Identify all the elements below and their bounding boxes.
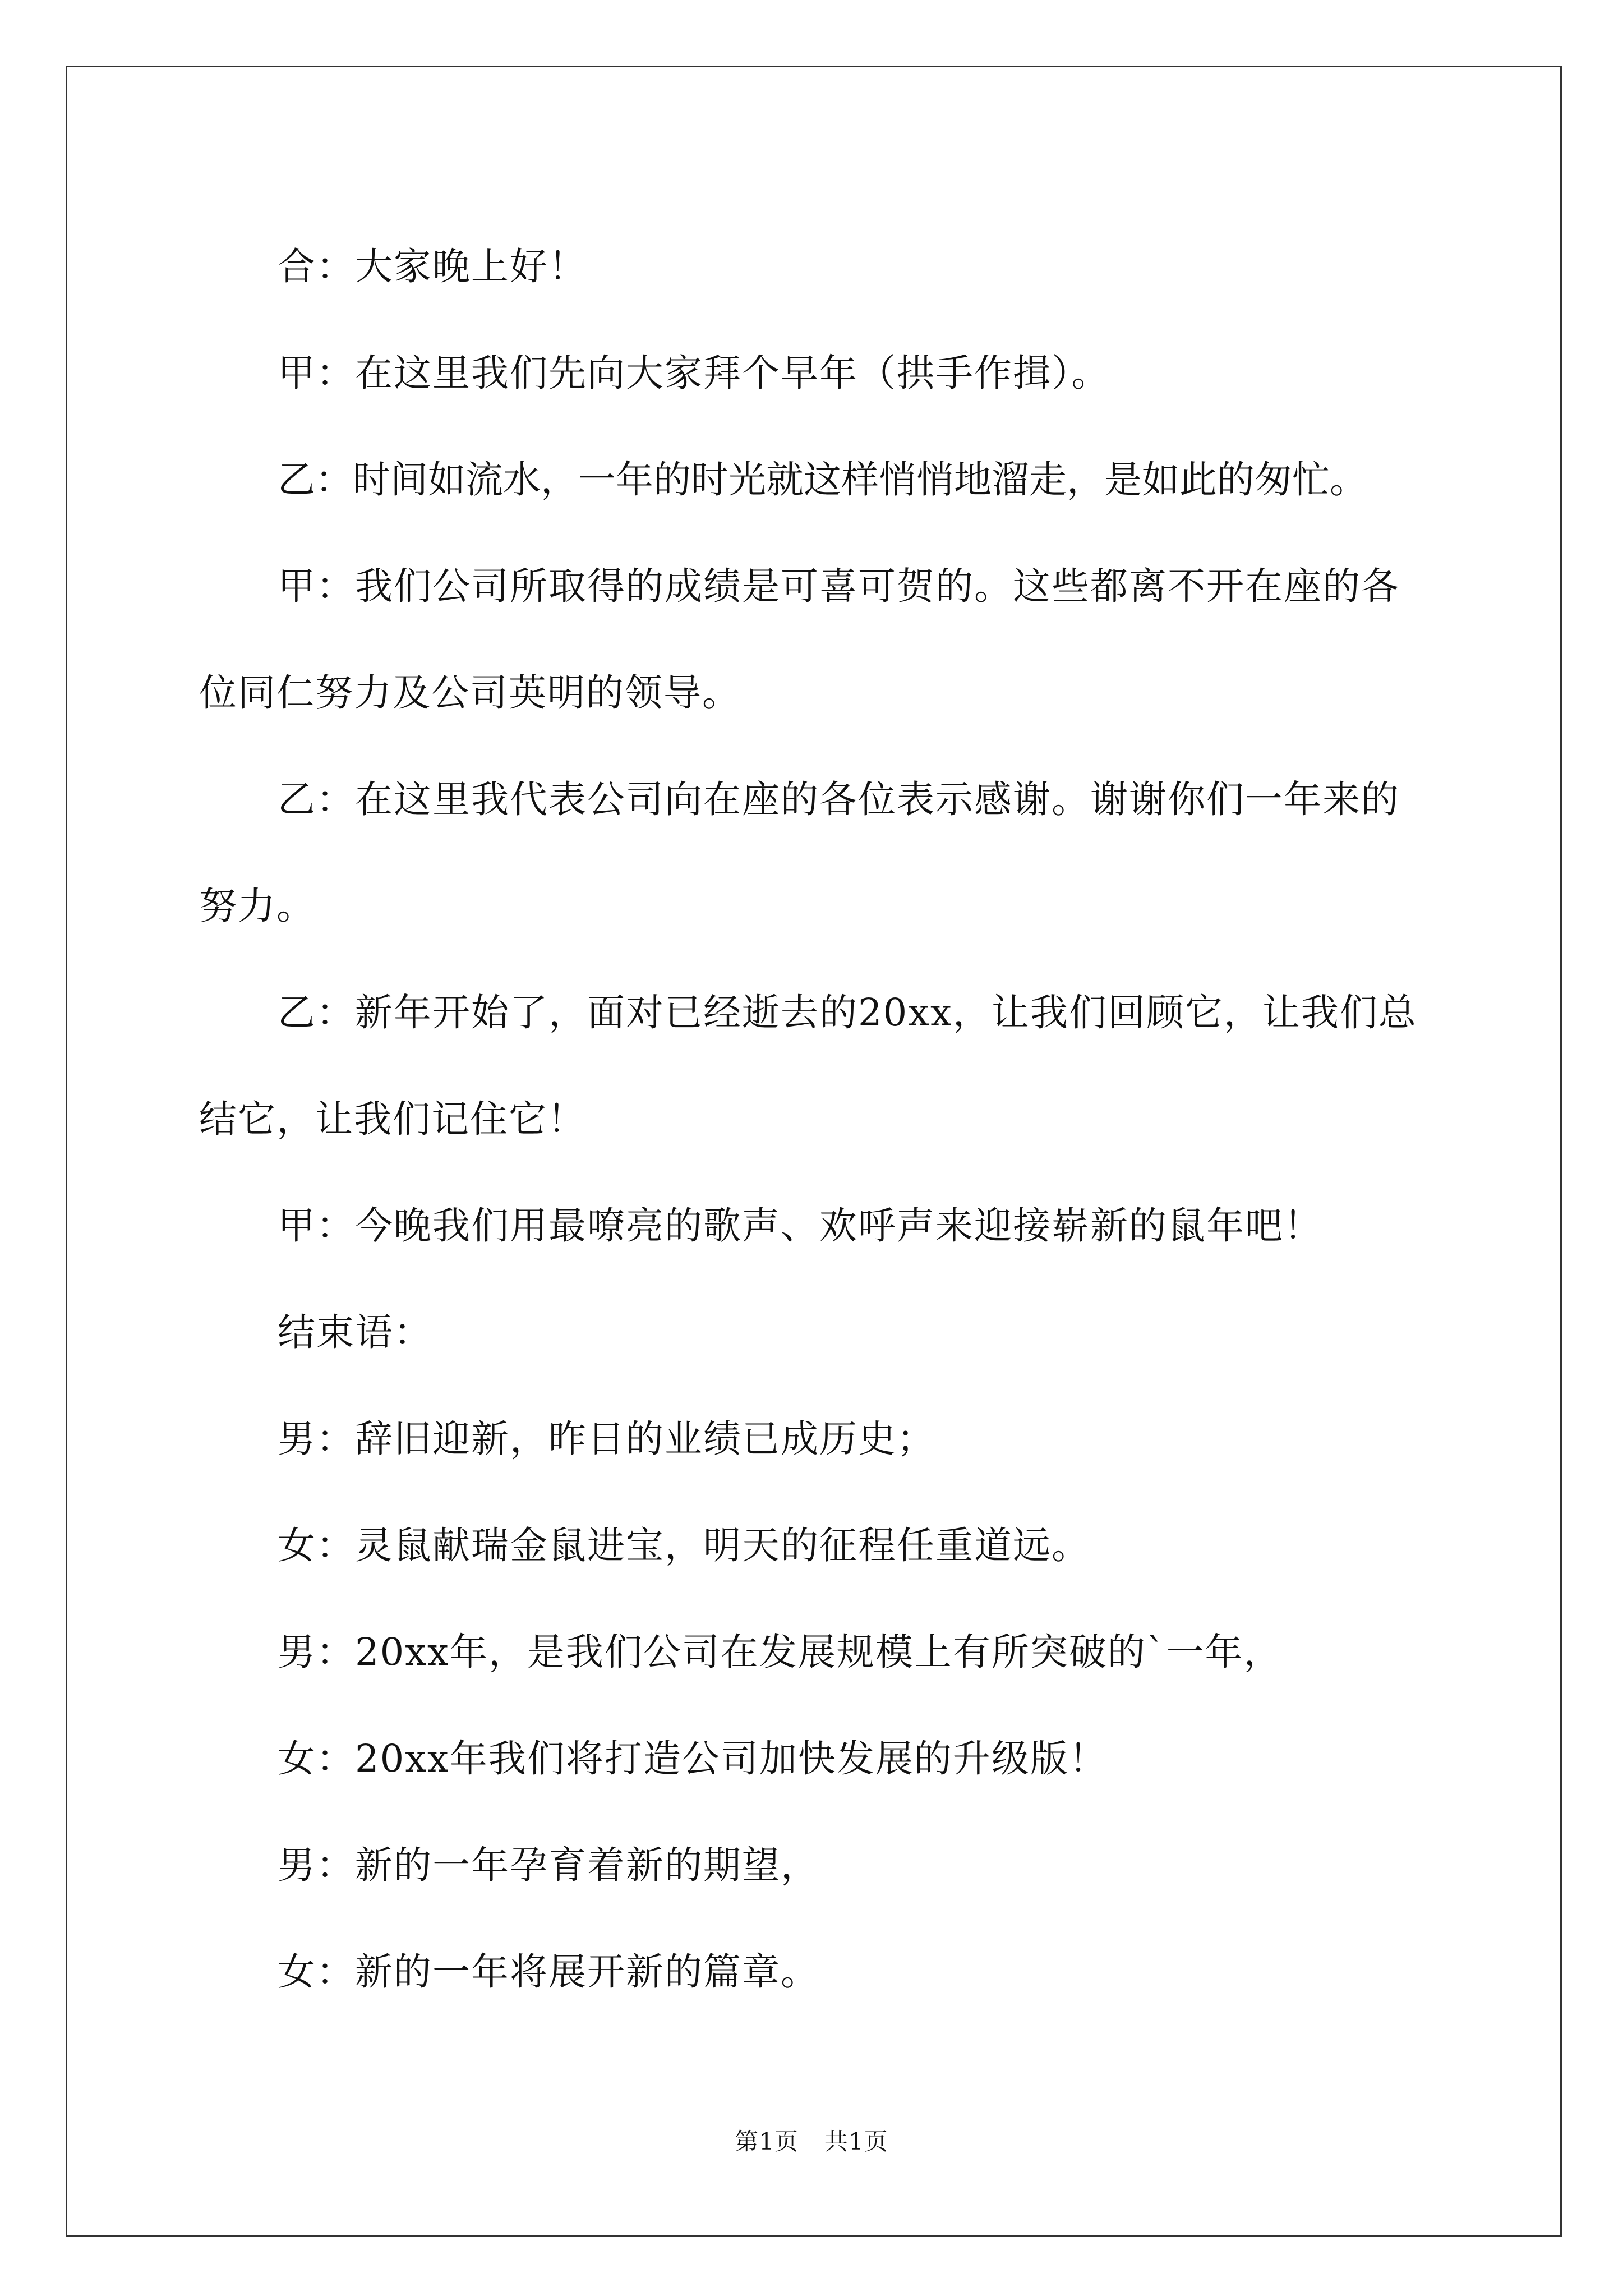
paragraph-female-2: 女：20xx年我们将打造公司加快发展的升级版！ <box>278 1737 1108 1780</box>
paragraph-review-year: 乙：新年开始了，面对已经逝去的20xx，让我们回顾它，让我们总结它，让我们记住它！ <box>199 991 1417 1141</box>
paragraph-closing-heading: 结束语： <box>278 1310 432 1354</box>
page-number-total: 共1页 <box>824 2128 888 2155</box>
document-body <box>199 213 1430 2025</box>
paragraph-new-year-bow: 甲：在这里我们先向大家拜个早年（拱手作揖）。 <box>278 351 1110 395</box>
paragraph-male-2: 男：20xx年，是我们公司在发展规模上有所突破的`一年， <box>278 1630 1283 1674</box>
page-number-current: 第1页 <box>735 2128 799 2155</box>
paragraph-female-3: 女：新的一年将展开新的篇章。 <box>278 1950 819 1994</box>
paragraph-thanks: 乙：在这里我代表公司向在座的各位表示感谢。谢谢你们一年来的努力。 <box>199 777 1400 928</box>
page-footer <box>0 2123 1623 2157</box>
paragraph-time-flies: 乙：时间如流水，一年的时光就这样悄悄地溜走，是如此的匆忙。 <box>278 458 1367 501</box>
paragraph-male-3: 男：新的一年孕育着新的期望， <box>278 1843 819 1887</box>
paragraph-female-1: 女：灵鼠献瑞金鼠进宝，明天的征程任重道远。 <box>278 1524 1090 1567</box>
paragraph-greeting: 合：大家晚上好！ <box>278 245 587 288</box>
paragraph-company-achievements: 甲：我们公司所取得的成绩是可喜可贺的。这些都离不开在座的各位同仁努力及公司英明的领导。 <box>199 564 1400 715</box>
paragraph-male-1: 男：辞旧迎新，昨日的业绩已成历史； <box>278 1417 935 1461</box>
paragraph-welcome-year: 甲：今晚我们用最嘹亮的歌声、欢呼声来迎接崭新的鼠年吧！ <box>278 1204 1322 1248</box>
